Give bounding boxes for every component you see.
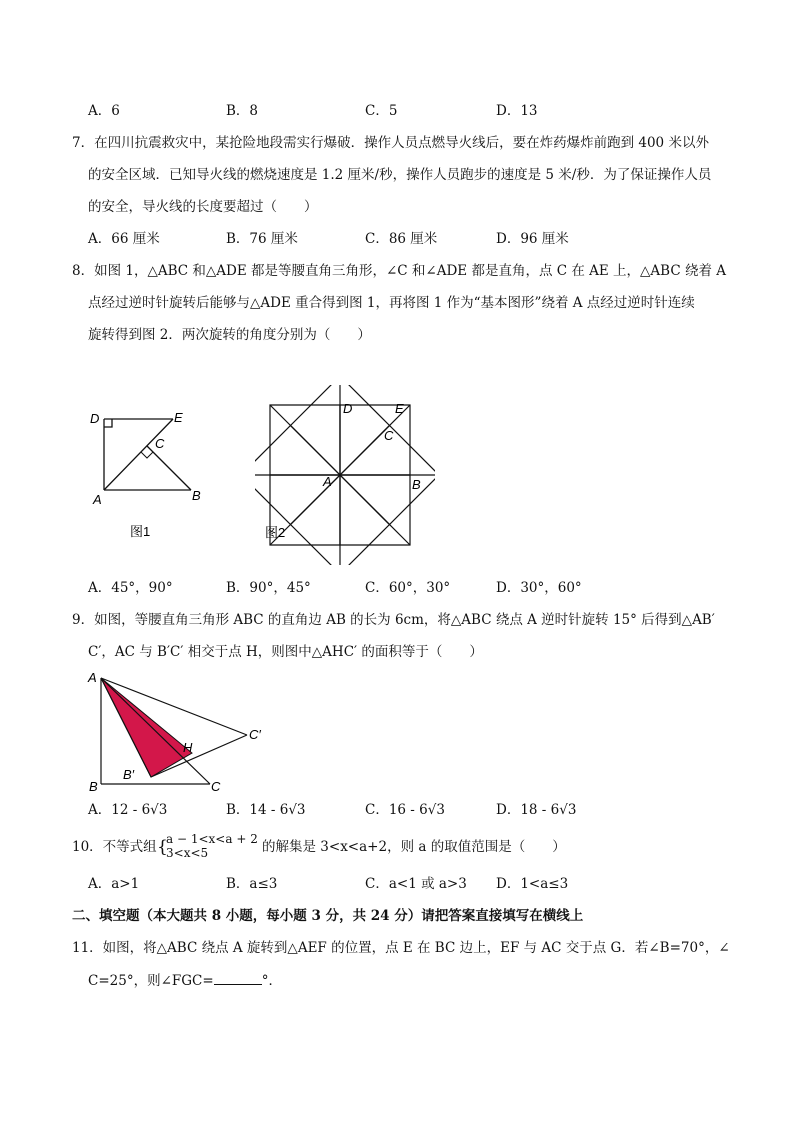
q10-system-line-2: 3<x<5 [166,846,209,860]
q9-line-1: 9．如图，等腰直角三角形 ABC 的直角边 AB 的长为 6cm，将△ABC 绕点 A 逆时针旋转 15° 后得到△AB′ [72,612,715,628]
fig1-label-c: C [155,436,165,451]
q8-option-d: D．30°，60° [496,580,582,596]
q10-system-line-1: a − 1<x<a + 2 [166,832,258,846]
fig1-edge-ae [104,419,173,490]
fig1-edge-bc [147,446,191,490]
fig2-label-e: E [395,401,404,416]
fig2-label-c: C [384,428,394,443]
q7-line-1: 7．在四川抗震救灾中，某抢险地段需实行爆破．操作人员点燃导火线后，要在炸药爆炸前跑到 400 米以外 [72,135,709,151]
fig1-label-a: A [93,492,102,507]
q6-option-b: B．8 [226,103,259,119]
q9-option-b: B．14 - 6√3 [226,802,306,818]
q8-option-c: C．60°，30° [365,580,451,596]
q6-option-d: D．13 [496,103,538,119]
q9-label-bp: B′ [123,767,135,782]
q8-line-2: 点经过逆时针旋转后能够与△ADE 重合得到图 1，再将图 1 作为“基本图形”绕着 A 点经过逆时针连续 [88,295,695,311]
q9-option-a: A．12 - 6√3 [88,802,168,818]
fig1-right-angle-c [141,452,153,458]
q8-figure-1 [80,400,210,550]
q7-option-a: A．66 厘米 [88,231,160,247]
fig2-caption: 图2 [265,525,286,540]
q8-figure-2 [255,385,435,565]
q11-line-1: 11．如图，将△ABC 绕点 A 旋转到△AEF 的位置，点 E 在 BC 边上，EF 与 AC 交于点 G．若∠B=70°，∠ [72,940,730,956]
q9-line-2: C′，AC 与 B′C′ 相交于点 H，则图中△AHC′ 的面积等于（ ） [88,644,483,660]
fig1-label-b: B [192,488,201,503]
q9-label-cp: C′ [249,727,261,742]
q8-option-b: B．90°，45° [226,580,311,596]
q10-option-d: D．1<a≤3 [496,876,569,892]
q9-option-c: C．16 - 6√3 [365,802,445,818]
q11-line-2 [88,970,282,991]
q9-label-b: B [89,779,98,794]
fig2-label-d: D [343,401,353,416]
q10-prefix: 10．不等式组 [72,839,157,855]
q9-label-c: C [211,779,221,794]
fig1-caption: 图1 [130,524,151,539]
q7-option-d: D．96 厘米 [496,231,569,247]
q10-option-b: B．a≤3 [226,876,278,892]
fig2-label-a: A [323,474,332,489]
section-2-title: 二、填空题（本大题共 8 小题，每小题 3 分，共 24 分）请把答案直接填写在横线上 [72,908,584,924]
q10-option-c: C．a<1 或 a>3 [365,876,467,892]
q10-brace: { [157,837,168,857]
q9-option-d: D．18 - 6√3 [496,802,577,818]
q7-option-b: B．76 厘米 [226,231,298,247]
q10-option-a: A．a>1 [88,876,140,892]
fig1-label-e: E [174,410,183,425]
q7-option-c: C．86 厘米 [365,231,438,247]
q11-answer-blank [214,970,262,985]
q7-line-3: 的安全，导火线的长度要超过（ ） [88,199,318,215]
q7-line-2: 的安全区域．已知导火线的燃烧速度是 1.2 厘米/秒，操作人员跑步的速度是 5 米/秒．为了保证操作人员 [88,167,712,183]
q9-label-h: H [183,740,193,755]
q6-option-a: A．6 [88,103,120,119]
q8-line-1: 8．如图 1，△ABC 和△ADE 都是等腰直角三角形，∠C 和∠ADE 都是直角，点 C 在 AE 上，△ABC 绕着 A [72,263,727,279]
q10-suffix: 的解集是 3<x<a+2，则 a 的取值范围是（ ） [262,839,566,855]
fig2-label-b: B [412,477,421,492]
q11-line-2-prefix: C=25°，则∠FGC= [88,973,214,989]
fig1-right-angle-d [104,419,112,427]
q9-shaded-triangle [101,678,192,777]
fig1-label-d: D [90,411,100,426]
q9-figure [85,668,285,798]
q8-option-a: A．45°，90° [88,580,173,596]
q8-line-3: 旋转得到图 2．两次旋转的角度分别为（ ） [88,327,371,343]
q6-option-c: C．5 [365,103,398,119]
q9-label-a: A [88,670,97,685]
q11-line-2-suffix: °． [261,973,282,989]
